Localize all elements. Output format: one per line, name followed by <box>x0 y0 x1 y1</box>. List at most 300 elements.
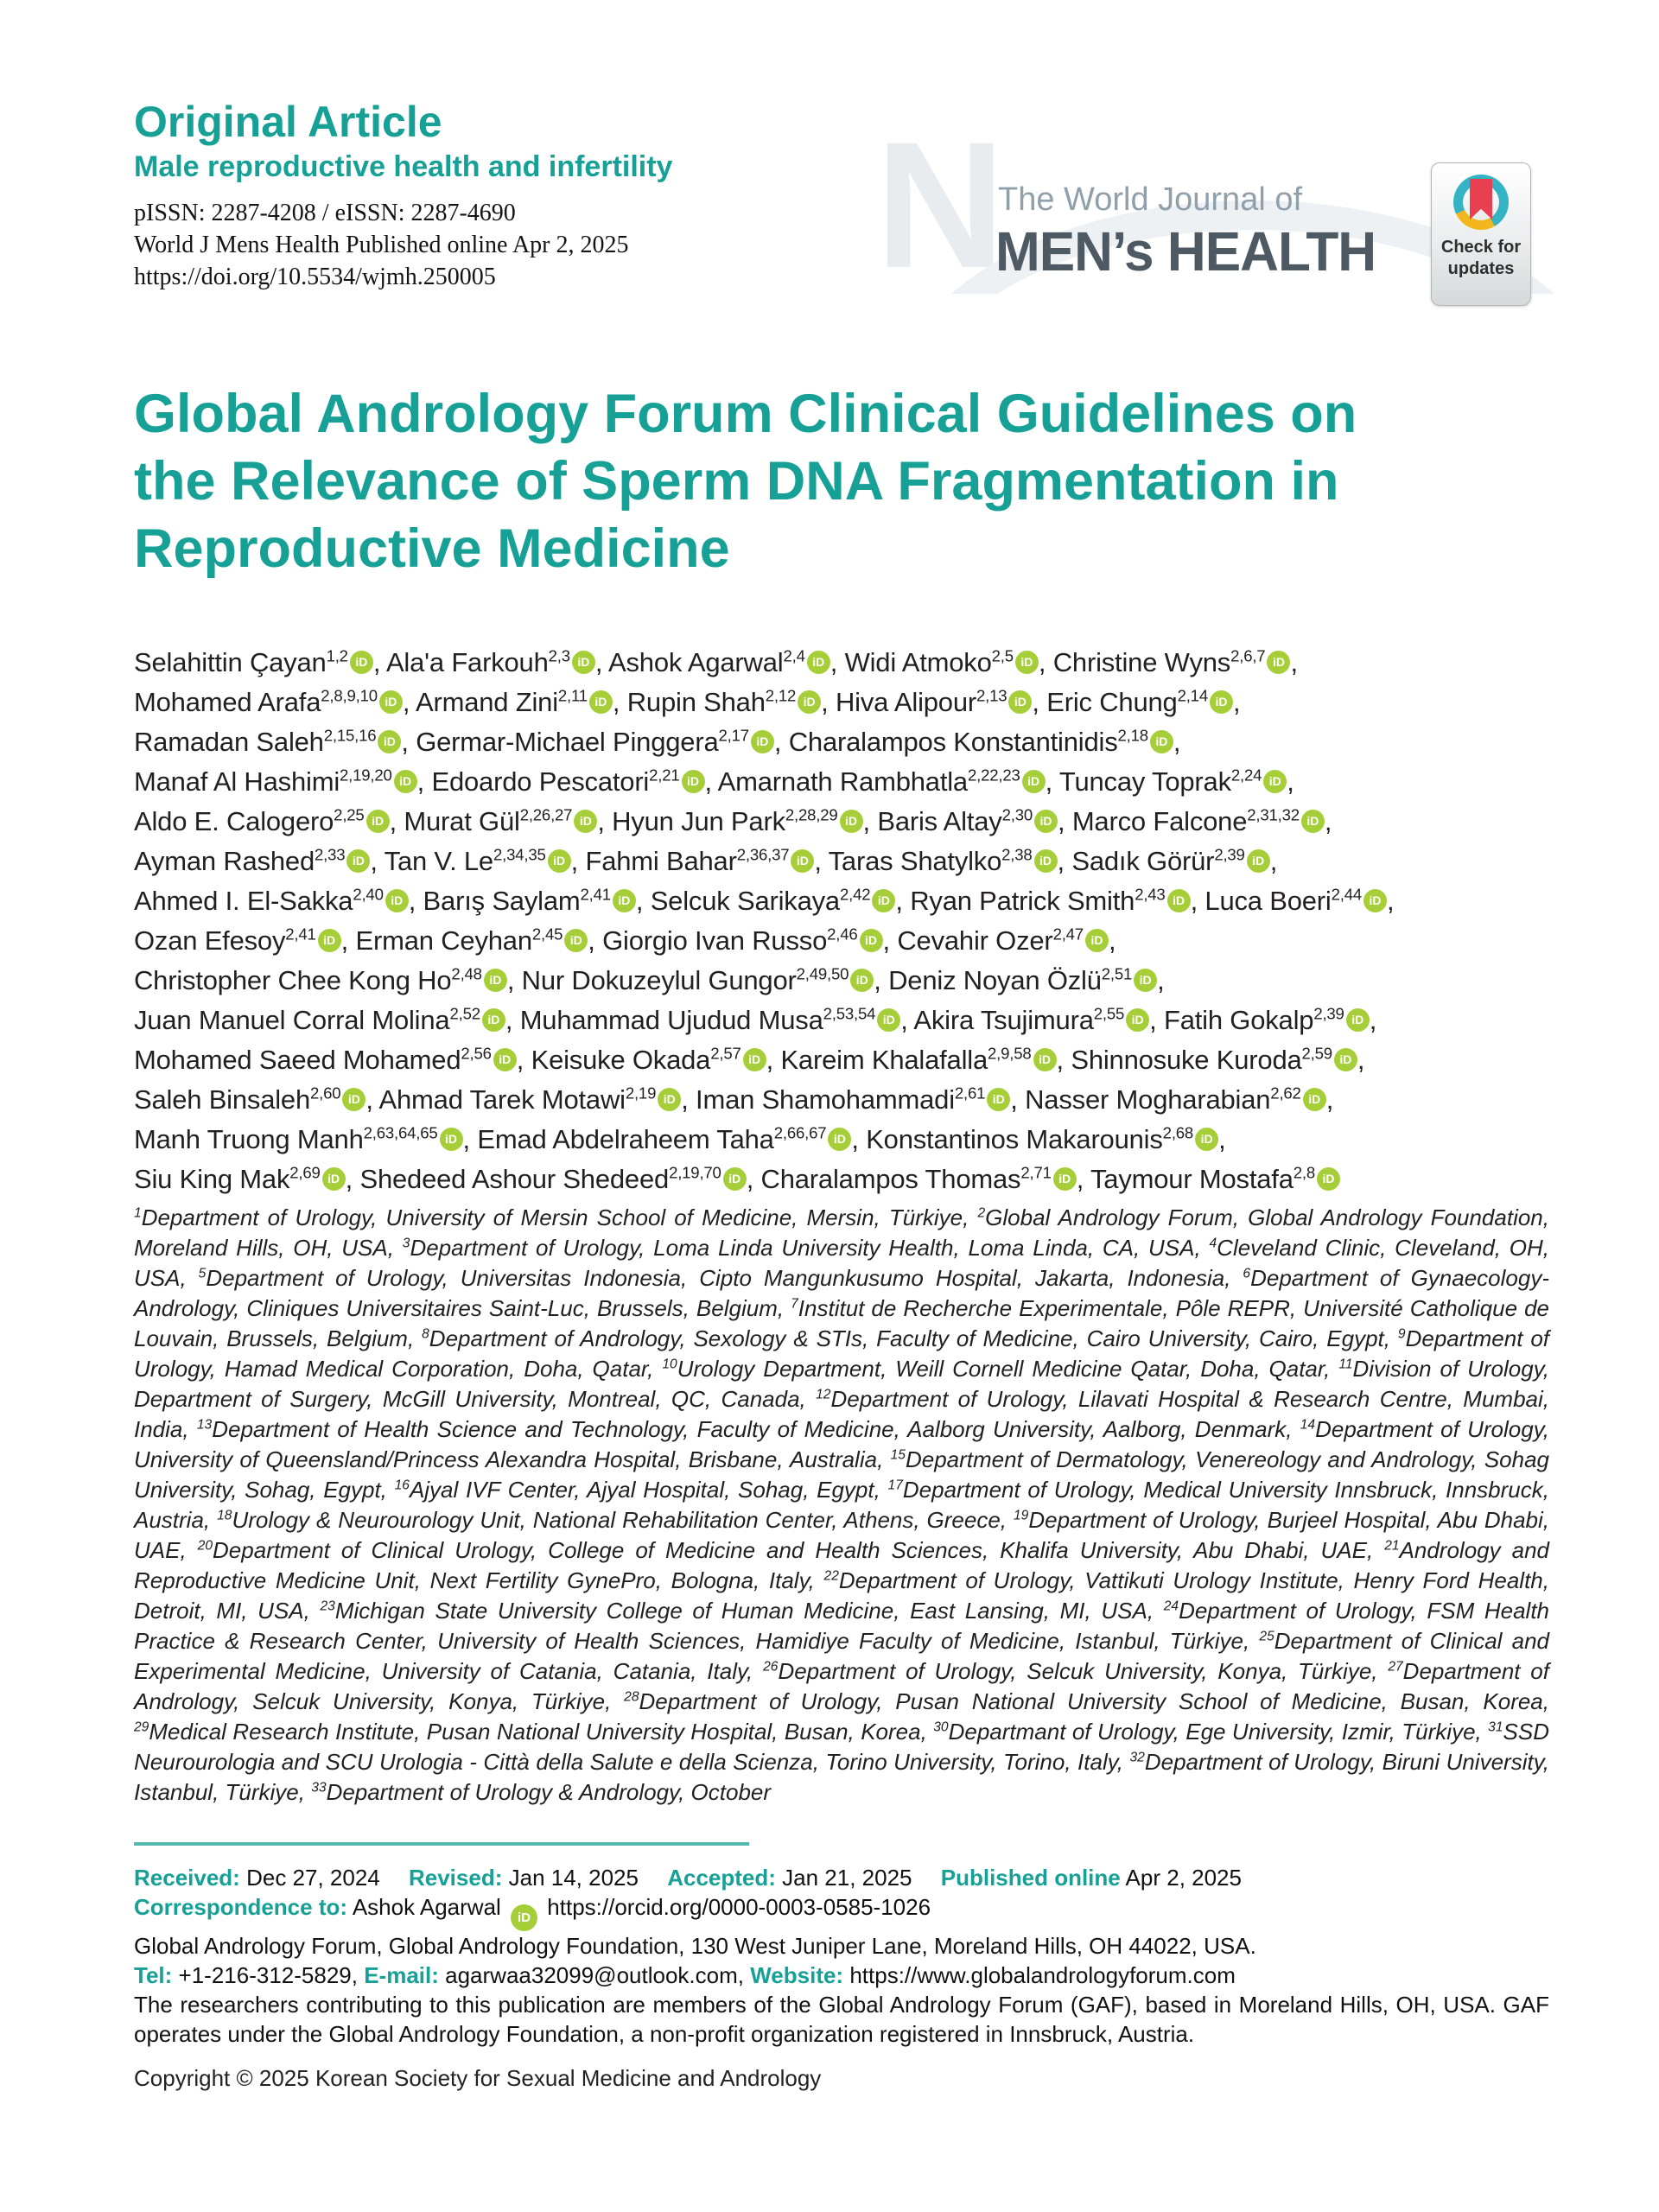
author-line: Mohamed Saeed Mohamed$^{2,56}$ iD , Keisuke Okada$^{2,57}$ iD , Kareim Khalafalla$^{2,9,58}$ iD , Shinnosuke Kuroda$^{2,59}$ iD , <box>134 1044 1365 1075</box>
affiliation-sup: 6 <box>1243 1266 1251 1281</box>
author-affiliation-sup: 2,48 <box>451 964 482 983</box>
orcid-icon[interactable]: iD <box>1267 651 1290 674</box>
affiliation-text: Urology Department, Weill Cornell Medicine Qatar, Doha, Qatar, <box>677 1356 1339 1382</box>
affiliation-text: Michigan State University College of Human Medicine, East Lansing, MI, USA, <box>334 1598 1164 1624</box>
author <box>134 925 341 956</box>
published-online-date: Apr 2, 2025 <box>1125 1865 1242 1891</box>
author-name: Ala'a Farkouh <box>385 647 549 677</box>
affiliation-sup: 17 <box>887 1478 903 1493</box>
author-line: Aldo E. Calogero$^{2,25}$ iD , Murat Gül$^{2,26,27}$ iD , Hyun Jun Park$^{2,28,29}$ iD , Baris Altay$^{2,30}$ iD , Marco Falcone$^{2,31,32}$ iD , <box>134 805 1332 836</box>
author-affiliation-sup: 2,69 <box>289 1163 321 1182</box>
received-date: Dec 27, 2024 <box>246 1865 380 1891</box>
author <box>531 1045 766 1075</box>
author <box>404 806 597 836</box>
badge-label-line1: Check for <box>1440 238 1522 257</box>
orcid-icon[interactable]: iD <box>682 770 705 793</box>
author-name: Cevahir Ozer <box>897 925 1053 956</box>
affiliation-sup: 10 <box>662 1357 677 1372</box>
accepted-date: Jan 21, 2025 <box>782 1865 912 1891</box>
author-name: Siu King Mak <box>134 1164 290 1194</box>
author <box>1071 846 1269 876</box>
orcid-icon[interactable]: iD <box>564 929 588 952</box>
copyright-line: Copyright © 2025 Korean Society for Sexual Medicine and Andrology <box>134 2065 822 2091</box>
affiliation-sup: 13 <box>196 1417 213 1433</box>
author <box>789 727 1173 757</box>
orcid-icon[interactable]: iD <box>511 1904 537 1931</box>
affiliation-sup: 18 <box>217 1508 232 1523</box>
orcid-icon[interactable]: iD <box>1034 849 1058 873</box>
author-affiliation-sup: 2,26,27 <box>519 805 573 824</box>
author-affiliation-sup: 2,8,9,10 <box>321 686 378 705</box>
author <box>134 1164 346 1194</box>
author <box>1053 647 1291 677</box>
orcid-icon[interactable]: iD <box>877 1008 900 1032</box>
author-affiliation-sup: 2,59 <box>1301 1044 1332 1063</box>
affiliation-sup: 29 <box>134 1719 149 1735</box>
author-line: Ayman Rashed$^{2,33}$ iD , Tan V. Le$^{2,34,35}$ iD , Fahmi Bahar$^{2,36,37}$ iD , Taras Shatylko$^{2,38}$ iD , Sadık Görür$^{2,39}$ iD , <box>134 845 1278 876</box>
author <box>431 766 704 797</box>
orcid-icon[interactable]: iD <box>394 770 417 793</box>
orcid-icon[interactable]: iD <box>1195 1128 1218 1151</box>
author-line: Ahmed I. El-Sakka$^{2,40}$ iD , Barış Saylam$^{2,41}$ iD , Selcuk Sarikaya$^{2,42}$ iD , Ryan Patrick Smith$^{2,43}$ iD , Luca Boeri$^{2,44}$ iD , <box>134 885 1395 916</box>
author-name: Muhammad Ujudud Musa <box>519 1005 823 1035</box>
orcid-icon[interactable]: iD <box>484 969 507 992</box>
author-affiliation-sup: 2,5 <box>991 646 1014 665</box>
author <box>602 925 882 956</box>
author <box>651 886 896 916</box>
orcid-icon[interactable]: iD <box>1303 1088 1326 1111</box>
affiliation-text: Department of Dermatology, Venereology and Andrology, Sohag University, Sohag, Egypt, <box>134 1446 1549 1503</box>
author-affiliation-sup: 2,3 <box>548 646 570 665</box>
author <box>836 687 1032 717</box>
author-name: Manh Truong Manh <box>134 1124 364 1154</box>
gaf-note: The researchers contributing to this publication are members of the Global Andrology Forum (GAF), based in Moreland Hills, OH, USA. GAF operates under the Global Andrology Foundation, a non-profit organization registered in Innsbruck, Austria. <box>134 1992 1549 2047</box>
orcid-icon[interactable]: iD <box>987 1088 1010 1111</box>
orcid-icon[interactable]: iD <box>807 651 830 674</box>
affiliation-text: Department of Urology, Loma Linda University Health, Loma Linda, CA, USA, <box>410 1235 1210 1261</box>
affiliation-text: Department of Urology, University of Queensland/Princess Alexandra Hospital, Brisbane, Australia, <box>134 1416 1549 1472</box>
orcid-icon[interactable]: iD <box>1346 1008 1370 1032</box>
orcid-icon[interactable]: iD <box>1301 810 1325 833</box>
affiliation-text: Medical Research Institute, Pusan National University Hospital, Busan, Korea, <box>149 1719 934 1745</box>
author-name: Mohamed Saeed Mohamed <box>134 1045 461 1075</box>
affiliation-sup: 25 <box>1259 1629 1274 1644</box>
website-value[interactable]: https://www.globalandrologyforum.com <box>849 1962 1236 1988</box>
orcid-icon[interactable]: iD <box>342 1088 365 1111</box>
affiliation-sup: 1 <box>134 1205 142 1221</box>
affiliation-text: Department of Health Science and Technology, Faculty of Medicine, Aalborg University, Aalborg, Denmark, <box>212 1416 1300 1442</box>
author-affiliation-sup: 2,51 <box>1101 964 1133 983</box>
author-affiliation-sup: 2,53,54 <box>823 1004 876 1023</box>
orcid-icon[interactable]: iD <box>385 889 409 912</box>
article-type-heading: Original Article <box>134 98 442 146</box>
affiliation-sup: 19 <box>1013 1508 1029 1523</box>
tel-value: +1-216-312-5829, <box>178 1962 358 1988</box>
author <box>780 1045 1056 1075</box>
author <box>134 766 417 797</box>
author <box>1025 1084 1326 1115</box>
tel-label: Tel: <box>134 1962 173 1988</box>
orcid-icon[interactable]: iD <box>613 889 636 912</box>
author <box>761 1164 1077 1194</box>
author-name: Hiva Alipour <box>835 687 976 717</box>
affiliation-sup: 11 <box>1338 1357 1353 1372</box>
orcid-icon[interactable]: iD <box>1033 1048 1057 1071</box>
orcid-icon[interactable]: iD <box>378 730 401 753</box>
orcid-icon[interactable]: iD <box>1126 1008 1149 1032</box>
affiliation-text: Department of Urology, Hamad Medical Corporation, Doha, Qatar, <box>134 1325 1550 1382</box>
author <box>913 1005 1149 1035</box>
affiliation-sup: 8 <box>422 1326 429 1342</box>
author <box>134 1005 505 1035</box>
author-affiliation-sup: 2,38 <box>1001 845 1033 864</box>
author <box>1059 766 1287 797</box>
orcid-icon[interactable]: iD <box>1210 690 1233 714</box>
affiliation-text: Department of Urology, Biruni University, Istanbul, Türkiye, <box>134 1749 1549 1805</box>
author-name: Tuncay Toprak <box>1058 766 1231 797</box>
orcid-icon[interactable]: iD <box>751 730 774 753</box>
author-affiliation-sup: 2,13 <box>976 686 1007 705</box>
author-name: Luca Boeri <box>1205 886 1332 916</box>
journal-logo <box>868 105 1551 331</box>
affiliation-sup: 4 <box>1209 1236 1217 1251</box>
affiliation-sup: 20 <box>197 1538 213 1554</box>
orcid-icon[interactable]: iD <box>1008 690 1032 714</box>
author-name: Amarnath Rambhatla <box>717 766 968 797</box>
correspondence-label: Correspondence to: <box>134 1894 348 1920</box>
author-name: Baris Altay <box>877 806 1002 836</box>
author <box>134 647 373 677</box>
author-name: Germar-Michael Pinggera <box>416 727 719 757</box>
author-name: Erman Ceyhan <box>355 925 532 956</box>
author <box>1205 886 1387 916</box>
author <box>385 846 571 876</box>
orcid-icon[interactable]: iD <box>1085 929 1109 952</box>
author-name: Marco Falcone <box>1071 806 1248 836</box>
affiliation-text: Global Andrology Forum, Global Andrology Foundation, Moreland Hills, OH, USA, <box>134 1205 1549 1261</box>
orcid-icon[interactable]: iD <box>574 810 597 833</box>
article-footer <box>134 1863 1549 2049</box>
orcid-icon[interactable]: iD <box>1022 770 1046 793</box>
affiliation-text: Department of Urology, Vattikuti Urology Institute, Henry Ford Health, Detroit, MI, USA, <box>134 1567 1549 1624</box>
author-affiliation-sup: 2,19,70 <box>669 1163 721 1182</box>
correspondence-name: Ashok Agarwal <box>352 1894 501 1920</box>
author-affiliation-sup: 2,28,29 <box>785 805 838 824</box>
affiliation-sup: 5 <box>198 1266 207 1281</box>
author-name: Widi Atmoko <box>844 647 992 677</box>
affiliation-text: Department of Urology, FSM Health Practice & Research Center, University of Health Sciences, Hamidiye Faculty of Medicine, Istanbul, Türkiye, <box>134 1598 1550 1654</box>
author <box>134 846 370 876</box>
author-name: Hyun Jun Park <box>612 806 785 836</box>
correspondence-line <box>134 1892 1549 1931</box>
author-name: Shinnosuke Kuroda <box>1071 1045 1302 1075</box>
author-name: Edoardo Pescatori <box>431 766 650 797</box>
author <box>696 1084 1010 1115</box>
affiliation-sup: 14 <box>1300 1417 1316 1433</box>
author <box>134 1124 463 1154</box>
author-name: Manaf Al Hashimi <box>134 766 340 797</box>
orcid-icon[interactable]: iD <box>318 929 341 952</box>
orcid-icon[interactable]: iD <box>1053 1167 1077 1191</box>
doi-link[interactable]: https://doi.org/10.5534/wjmh.250005 <box>134 264 496 290</box>
author-affiliation-sup: 2,36,37 <box>736 845 790 864</box>
author-affiliation-sup: 2,11 <box>557 686 588 705</box>
author <box>134 806 390 836</box>
author-name: Taymour Mostafa <box>1090 1164 1294 1194</box>
author-name: Selcuk Sarikaya <box>650 886 840 916</box>
author-affiliation-sup: 2,68 <box>1162 1123 1194 1142</box>
contact-line <box>134 1961 1549 1990</box>
affiliation-sup: 30 <box>933 1719 949 1735</box>
author <box>379 1084 682 1115</box>
check-for-updates-badge[interactable] <box>1431 162 1531 306</box>
article-title-line: the Relevance of Sperm DNA Fragmentation in <box>134 451 1339 512</box>
affiliation-sup: 26 <box>763 1659 779 1675</box>
orcid-icon[interactable]: iD <box>1363 889 1387 912</box>
orcid-icon[interactable]: iD <box>572 651 595 674</box>
author <box>877 806 1058 836</box>
affiliation-text: Department of Urology, Medical University Innsbruck, Innsbruck, Austria, <box>134 1477 1549 1533</box>
author-affiliation-sup: 2,63,64,65 <box>363 1123 438 1142</box>
orcid-icon[interactable]: iD <box>743 1048 766 1071</box>
author-affiliation-sup: 2,15,16 <box>323 726 377 745</box>
orcid-icon[interactable]: iD <box>1015 651 1039 674</box>
orcid-icon[interactable]: iD <box>872 889 895 912</box>
orcid-icon[interactable]: iD <box>840 810 863 833</box>
orcid-icon[interactable]: iD <box>723 1167 747 1191</box>
affiliation-sup: 24 <box>1163 1599 1179 1614</box>
author-line: Saleh Binsaleh$^{2,60}$ iD , Ahmad Tarek Motawi$^{2,19}$ iD , Iman Shamohammadi$^{2,61}$ iD , Nasser Mogharabian$^{2,62}$ iD , <box>134 1084 1334 1115</box>
author-affiliation-sup: 2,39 <box>1313 1004 1344 1023</box>
author-name: Tan V. Le <box>384 846 493 876</box>
crossmark-icon <box>1453 175 1509 230</box>
email-label: E-mail: <box>364 1962 439 1988</box>
orcid-icon[interactable]: iD <box>589 690 613 714</box>
author <box>1072 806 1325 836</box>
orcid-icon[interactable]: iD <box>493 1048 517 1071</box>
author-name: Shedeed Ashour Shedeed <box>359 1164 670 1194</box>
author <box>134 1084 365 1115</box>
affiliation-sup: 33 <box>311 1780 327 1796</box>
author-name: Ryan Patrick Smith <box>910 886 1135 916</box>
affiliation-text: Institut de Recherche Experimentale, Pôle REPR, Université Catholique de Louvain, Brussels, Belgium, <box>134 1295 1549 1351</box>
orcid-icon[interactable]: iD <box>1034 810 1058 833</box>
author <box>134 965 507 995</box>
author-affiliation-sup: 2,49,50 <box>796 964 849 983</box>
orcid-icon[interactable]: iD <box>860 929 883 952</box>
author <box>522 965 874 995</box>
orcid-icon[interactable]: iD <box>791 849 814 873</box>
affiliation-sup: 32 <box>1129 1750 1145 1765</box>
author-affiliation-sup: 2,34,35 <box>493 845 546 864</box>
affiliation-sup: 27 <box>1388 1659 1403 1675</box>
author <box>416 727 774 757</box>
author-line: Mohamed Arafa$^{2,8,9,10}$ iD , Armand Zini$^{2,11}$ iD , Rupin Shah$^{2,12}$ iD , Hiva Alipour$^{2,13}$ iD , Eric Chung$^{2,14}$ iD , <box>134 686 1241 717</box>
author-affiliation-sup: 2,62 <box>1270 1084 1301 1103</box>
revised-date: Jan 14, 2025 <box>508 1865 639 1891</box>
author-name: Ashok Agarwal <box>608 647 784 677</box>
author <box>1164 1005 1370 1035</box>
author-affiliation-sup: 2,71 <box>1020 1163 1052 1182</box>
author <box>1071 1045 1357 1075</box>
author <box>356 925 588 956</box>
author-affiliation-sup: 2,57 <box>710 1044 741 1063</box>
author-name: Kareim Khalafalla <box>780 1045 988 1075</box>
author <box>897 925 1109 956</box>
author-name: Iman Shamohammadi <box>696 1084 955 1115</box>
author <box>627 687 821 717</box>
author <box>359 1164 746 1194</box>
author-affiliation-sup: 2,17 <box>718 726 749 745</box>
affiliation-sup: 9 <box>1397 1326 1406 1342</box>
correspondence-orcid-link[interactable]: https://orcid.org/0000-0003-0585-1026 <box>547 1894 931 1920</box>
author <box>386 647 595 677</box>
issn-line: pISSN: 2287-4208 / eISSN: 2287-4690 <box>134 200 516 226</box>
affiliations-block <box>134 1203 1549 1808</box>
author-affiliation-sup: 1,2 <box>326 646 348 665</box>
affiliation-text: Department of Urology, Lilavati Hospital & Research Centre, Mumbai, India, <box>134 1386 1549 1442</box>
author-name: Keisuke Okada <box>531 1045 711 1075</box>
affiliation-sup: 3 <box>402 1236 410 1251</box>
correspondence-address: Global Andrology Forum, Global Andrology Foundation, 130 West Juniper Lane, Moreland Hills, OH 44022, USA. <box>134 1933 1256 1959</box>
orcid-icon[interactable]: iD <box>350 651 373 674</box>
affiliation-text: Division of Urology, Department of Surgery, McGill University, Montreal, QC, Canada, <box>134 1356 1550 1412</box>
author <box>608 647 830 677</box>
orcid-icon[interactable]: iD <box>850 969 874 992</box>
author-line: Manaf Al Hashimi$^{2,19,20}$ iD , Edoardo Pescatori$^{2,21}$ iD , Amarnath Rambhatla$^{2,22,23}$ iD , Tuncay Toprak$^{2,24}$ iD , <box>134 766 1294 797</box>
journal-logo-subtitle: The World Journal of <box>998 181 1303 218</box>
article-title-line: Global Andrology Forum Clinical Guidelines on <box>134 384 1357 444</box>
affiliation-text: Department of Andrology, Sexology & STIs, Faculty of Medicine, Cairo University, Cairo, Egypt, <box>429 1325 1398 1351</box>
author-affiliation-sup: 2,55 <box>1093 1004 1125 1023</box>
orcid-icon[interactable]: iD <box>1317 1167 1340 1191</box>
orcid-icon[interactable]: iD <box>482 1008 505 1032</box>
affiliation-sup: 22 <box>823 1568 839 1584</box>
orcid-icon[interactable]: iD <box>366 810 390 833</box>
author-line: Ozan Efesoy$^{2,41}$ iD , Erman Ceyhan$^{2,45}$ iD , Giorgio Ivan Russo$^{2,46}$ iD , Cevahir Ozer$^{2,47}$ iD , <box>134 925 1116 956</box>
author-affiliation-sup: 2,56 <box>461 1044 492 1063</box>
author-affiliation-sup: 2,22,23 <box>967 766 1020 785</box>
orcid-icon[interactable]: iD <box>1134 969 1157 992</box>
orcid-icon[interactable]: iD <box>548 849 571 873</box>
orcid-icon[interactable]: iD <box>440 1128 463 1151</box>
orcid-icon[interactable]: iD <box>322 1167 346 1191</box>
accepted-label: Accepted: <box>667 1865 776 1891</box>
author-line: Siu King Mak$^{2,69}$ iD , Shedeed Ashour Shedeed$^{2,19,70}$ iD , Charalampos Thomas$^{2,71}$ iD , Taymour Mostafa$^{2,8}$ iD <box>134 1160 1564 1199</box>
author-affiliation-sup: 2,21 <box>649 766 680 785</box>
author-name: Ahmed I. El-Sakka <box>134 886 353 916</box>
affiliation-sup: 31 <box>1488 1719 1503 1735</box>
author-name: Charalampos Konstantinidis <box>788 727 1118 757</box>
author-name: Juan Manuel Corral Molina <box>134 1005 450 1035</box>
received-label: Received: <box>134 1865 240 1891</box>
author <box>612 806 862 836</box>
author-affiliation-sup: 2,6,7 <box>1230 646 1266 665</box>
author-name: Rupin Shah <box>626 687 766 717</box>
affiliation-text: Department of Andrology, Selcuk University, Konya, Türkiye, <box>134 1658 1549 1714</box>
author-affiliation-sup: 2,43 <box>1135 885 1166 904</box>
author-affiliation-sup: 2,46 <box>827 925 858 944</box>
author-affiliation-sup: 2,8 <box>1293 1163 1316 1182</box>
author-name: Deniz Noyan Özlü <box>888 965 1102 995</box>
author <box>910 886 1190 916</box>
affiliation-text: Department of Urology, Selcuk University, Konya, Türkiye, <box>778 1658 1389 1684</box>
author <box>134 1045 517 1075</box>
author-name: Nasser Mogharabian <box>1025 1084 1271 1115</box>
author-affiliation-sup: 2,19 <box>625 1084 657 1103</box>
orcid-icon[interactable]: iD <box>828 1128 851 1151</box>
author-name: Taras Shatylko <box>828 846 1002 876</box>
footer-divider <box>134 1842 749 1846</box>
author-affiliation-sup: 2,24 <box>1230 766 1262 785</box>
revised-label: Revised: <box>408 1865 503 1891</box>
article-title <box>134 380 1568 582</box>
author-name: Murat Gül <box>404 806 520 836</box>
author-affiliation-sup: 2,42 <box>839 885 871 904</box>
affiliation-sup: 2 <box>977 1205 986 1221</box>
author-affiliation-sup: 2,39 <box>1214 845 1245 864</box>
author <box>134 886 409 916</box>
author-line: Christopher Chee Kong Ho$^{2,48}$ iD , Nur Dokuzeylul Gungor$^{2,49,50}$ iD , Deniz Noyan Özlü$^{2,51}$ iD , <box>134 964 1165 995</box>
author <box>1046 687 1233 717</box>
author <box>718 766 1046 797</box>
author-name: Nur Dokuzeylul Gungor <box>521 965 797 995</box>
author-affiliation-sup: 2,25 <box>334 805 365 824</box>
author-name: Saleh Binsaleh <box>134 1084 311 1115</box>
author-line: Juan Manuel Corral Molina$^{2,52}$ iD , Muhammad Ujudud Musa$^{2,53,54}$ iD , Akira Tsujimura$^{2,55}$ iD , Fatih Gokalp$^{2,39}$ iD , <box>134 1004 1377 1035</box>
orcid-icon[interactable]: iD <box>1334 1048 1357 1071</box>
badge-label-line2: updates <box>1447 259 1515 278</box>
affiliation-text: Department of Urology, Pusan National University School of Medicine, Busan, Korea, <box>639 1688 1549 1714</box>
author-name: Aldo E. Calogero <box>134 806 334 836</box>
issn-block <box>134 197 672 293</box>
author-line: Manh Truong Manh$^{2,63,64,65}$ iD , Emad Abdelraheem Taha$^{2,66,67}$ iD , Konstantinos Makarounis$^{2,68}$ iD , <box>134 1123 1226 1154</box>
orcid-icon[interactable]: iD <box>1263 770 1287 793</box>
published-line: World J Mens Health Published online Apr 2, 2025 <box>134 232 629 258</box>
orcid-icon[interactable]: iD <box>346 849 370 873</box>
author-affiliation-sup: 2,60 <box>310 1084 341 1103</box>
orcid-icon[interactable]: iD <box>1150 730 1173 753</box>
orcid-icon[interactable]: iD <box>798 690 821 714</box>
orcid-icon[interactable]: iD <box>379 690 403 714</box>
orcid-icon[interactable]: iD <box>658 1088 681 1111</box>
author-affiliation-sup: 2,61 <box>954 1084 986 1103</box>
section-label: Male reproductive health and infertility <box>134 150 673 183</box>
author-name: Fatih Gokalp <box>1163 1005 1314 1035</box>
author-line: Ramadan Saleh$^{2,15,16}$ iD , Germar-Michael Pinggera$^{2,17}$ iD , Charalampos Konstantinidis$^{2,18}$ iD , <box>134 726 1181 757</box>
author-affiliation-sup: 2,66,67 <box>773 1123 827 1142</box>
author-affiliation-sup: 2,41 <box>285 925 316 944</box>
author-name: Ahmad Tarek Motawi <box>378 1084 626 1115</box>
affiliation-text: Department of Clinical and Experimental Medicine, University of Catania, Catania, Italy, <box>134 1628 1549 1684</box>
affiliation-text: Department of Urology & Andrology, October <box>326 1779 772 1805</box>
affiliation-text: Departmant of Urology, Ege University, Izmir, Türkiye, <box>948 1719 1489 1745</box>
orcid-icon[interactable]: iD <box>1167 889 1191 912</box>
author-affiliation-sup: 2,14 <box>1177 686 1208 705</box>
orcid-icon[interactable]: iD <box>1247 849 1270 873</box>
author-affiliation-sup: 2,41 <box>580 885 611 904</box>
author <box>423 886 636 916</box>
email-value[interactable]: agarwaa32099@outlook.com, <box>445 1962 744 1988</box>
logo-n-graphic: N <box>875 105 1006 306</box>
author-affiliation-sup: 2,19,20 <box>340 766 392 785</box>
author <box>134 727 401 757</box>
affiliation-sup: 23 <box>320 1599 335 1614</box>
author <box>1090 1164 1340 1194</box>
author-name: Ozan Efesoy <box>134 925 286 956</box>
author-name: Eric Chung <box>1046 687 1178 717</box>
affiliation-text: Department of Clinical Urology, College of Medicine and Health Sciences, Khalifa University, Abu Dhabi, UAE, <box>213 1537 1385 1563</box>
